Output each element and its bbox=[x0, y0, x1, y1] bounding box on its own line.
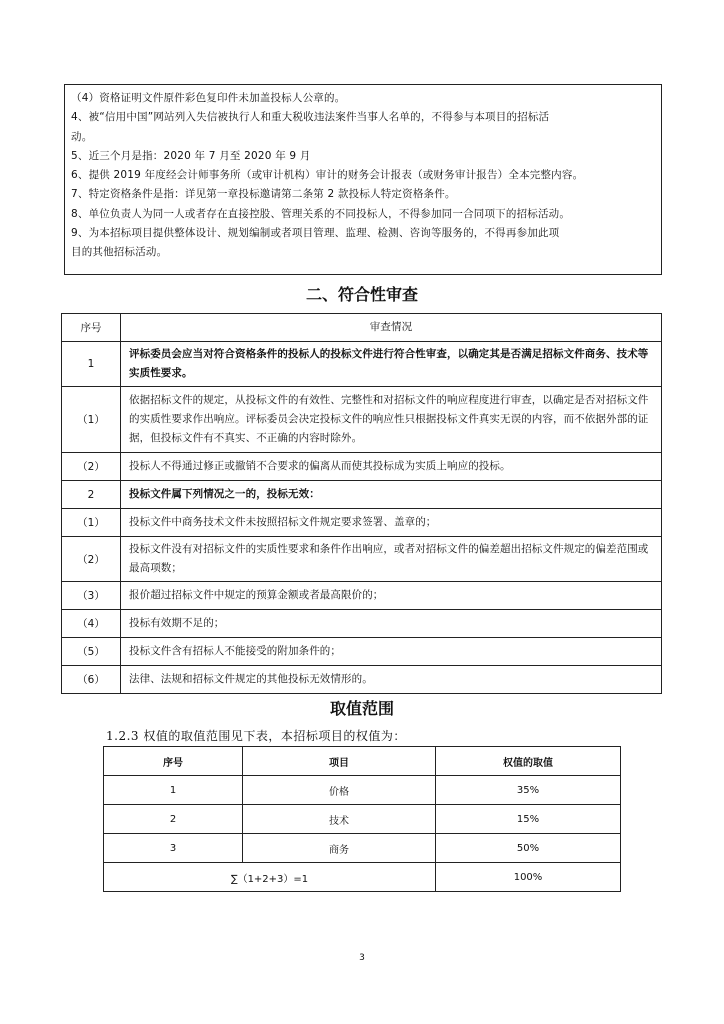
note-line: 5、近三个月是指：2020 年 7 月至 2020 年 9 月 bbox=[71, 149, 311, 162]
table-row bbox=[62, 387, 662, 453]
note-line: 动。 bbox=[71, 130, 93, 143]
row-no: （2） bbox=[62, 453, 121, 481]
cell-item: 价格 bbox=[243, 776, 436, 805]
table-header-row bbox=[104, 747, 621, 776]
row-text: 评标委员会应当对符合资格条件的投标人的投标文件进行符合性审查，以确定其是否满足招标文件商务、技术等实质性要求。 bbox=[121, 342, 662, 387]
row-text: 投标有效期不足的； bbox=[121, 610, 662, 638]
header-no: 序号 bbox=[62, 314, 121, 342]
note-line: 4、被“信用中国”网站列入失信被执行人和重大税收违法案件当事人名单的，不得参与本项目的招标活 bbox=[71, 111, 550, 124]
cell-item: 技术 bbox=[243, 805, 436, 834]
row-no: 1 bbox=[62, 342, 121, 387]
note-line: 6、提供 2019 年度经会计师事务所（或审计机构）审计的财务会计报表（或财务审计报告）全本完整内容。 bbox=[71, 169, 584, 182]
note-line: 目的其他招标活动。 bbox=[71, 246, 168, 259]
row-no: （4） bbox=[62, 610, 121, 638]
row-no: （1） bbox=[62, 387, 121, 453]
cell-no: 2 bbox=[104, 805, 243, 834]
weights-intro: 1.2.3 权值的取值范围见下表，本招标项目的权值为： bbox=[106, 729, 406, 743]
weights-table bbox=[103, 746, 621, 892]
header-item: 项目 bbox=[243, 747, 436, 776]
cell-value: 15% bbox=[436, 805, 621, 834]
note-line: （4）资格证明文件原件彩色复印件未加盖投标人公章的。 bbox=[71, 92, 346, 104]
table-row bbox=[62, 638, 662, 666]
table-row bbox=[62, 610, 662, 638]
table-row bbox=[62, 453, 662, 481]
row-no: （2） bbox=[62, 537, 121, 582]
table-row bbox=[62, 509, 662, 537]
total-label: ∑（1+2+3）=1 bbox=[104, 863, 436, 892]
conformity-table bbox=[61, 313, 662, 694]
header-value: 权值的取值 bbox=[436, 747, 621, 776]
table-row bbox=[104, 776, 621, 805]
header-no: 序号 bbox=[104, 747, 243, 776]
row-text: 投标文件没有对招标文件的实质性要求和条件作出响应，或者对招标文件的偏差超出招标文件规定的偏差范围或最高项数； bbox=[121, 537, 662, 582]
cell-item: 商务 bbox=[243, 834, 436, 863]
table-row bbox=[62, 537, 662, 582]
table-row bbox=[62, 342, 662, 387]
row-no: （6） bbox=[62, 666, 121, 694]
total-value: 100% bbox=[436, 863, 621, 892]
row-text: 依据招标文件的规定，从投标文件的有效性、完整性和对招标文件的响应程度进行审查，以确定是否对招标文件的实质性要求作出响应。评标委员会决定投标文件的响应性只根据投标文件真实无误的内容，而不依据外部的证据，但投标文件有不真实、不正确的内容时除外。 bbox=[121, 387, 662, 453]
row-text: 报价超过招标文件中规定的预算金额或者最高限价的； bbox=[121, 582, 662, 610]
table-total-row bbox=[104, 863, 621, 892]
table-row bbox=[62, 666, 662, 694]
note-line: 7、特定资格条件是指：详见第一章投标邀请第二条第 2 款投标人特定资格条件。 bbox=[71, 188, 456, 201]
row-text: 投标人不得通过修正或撤销不合要求的偏离从而使其投标成为实质上响应的投标。 bbox=[121, 453, 662, 481]
section-title-weights: 取值范围 bbox=[329, 699, 394, 718]
table-row bbox=[104, 834, 621, 863]
header-content: 审查情况 bbox=[121, 314, 662, 342]
cell-value: 50% bbox=[436, 834, 621, 863]
cell-no: 3 bbox=[104, 834, 243, 863]
row-no: （1） bbox=[62, 509, 121, 537]
cell-value: 35% bbox=[436, 776, 621, 805]
row-text: 投标文件中商务技术文件未按照招标文件规定要求签署、盖章的； bbox=[121, 509, 662, 537]
table-header-row bbox=[62, 314, 662, 342]
table-row bbox=[62, 481, 662, 509]
qualification-notes-box bbox=[64, 84, 662, 275]
note-line: 8、单位负责人为同一人或者存在直接控股、管理关系的不同投标人，不得参加同一合同项下的招标活动。 bbox=[71, 207, 571, 220]
row-no: （3） bbox=[62, 582, 121, 610]
row-text: 投标文件属下列情况之一的，投标无效： bbox=[121, 481, 662, 509]
row-no: （5） bbox=[62, 638, 121, 666]
table-row bbox=[62, 582, 662, 610]
table-row bbox=[104, 805, 621, 834]
page-number: 3 bbox=[359, 953, 365, 963]
row-no: 2 bbox=[62, 481, 121, 509]
note-line: 9、为本招标项目提供整体设计、规划编制或者项目管理、监理、检测、咨询等服务的，不得再参加此项 bbox=[71, 227, 560, 240]
section-title-conformity: 二、符合性审查 bbox=[305, 285, 418, 304]
cell-no: 1 bbox=[104, 776, 243, 805]
row-text: 法律、法规和招标文件规定的其他投标无效情形的。 bbox=[121, 666, 662, 694]
row-text: 投标文件含有招标人不能接受的附加条件的； bbox=[121, 638, 662, 666]
